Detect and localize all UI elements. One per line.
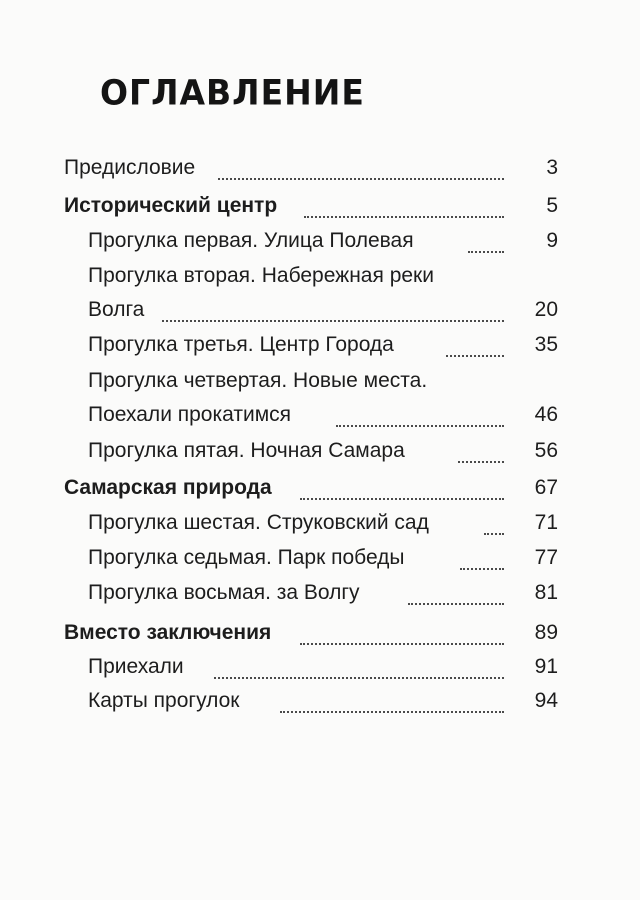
toc-dot-leader: [300, 643, 504, 645]
toc-entry-walk-5: Прогулка пятая. Ночная Самара: [88, 439, 405, 462]
toc-page-number: 20: [534, 298, 558, 321]
toc-page-number: 89: [534, 621, 558, 644]
toc-dot-leader: [280, 711, 504, 713]
toc-dot-leader: [446, 355, 504, 357]
toc-entry-walk-7: Прогулка седьмая. Парк победы: [88, 546, 405, 569]
toc-page-number: 3: [546, 156, 558, 179]
toc-page-number: 94: [534, 689, 558, 712]
toc-section-samara-nature: Самарская природа: [64, 476, 272, 499]
toc-dot-leader: [214, 677, 504, 679]
toc-page-number: 67: [534, 476, 558, 499]
toc-entry-walk-2-line2: Волга: [88, 298, 145, 321]
toc-page-number: 81: [534, 581, 558, 604]
toc-page-number: 77: [534, 546, 558, 569]
toc-entry-walk-1: Прогулка первая. Улица Полевая: [88, 229, 414, 252]
toc-page-number: 91: [534, 655, 558, 678]
toc-page-number: 71: [534, 511, 558, 534]
toc-dot-leader: [408, 603, 504, 605]
toc-section-instead-of-conclusion: Вместо заключения: [64, 621, 272, 644]
toc-entry-walk-3: Прогулка третья. Центр Города: [88, 333, 394, 356]
toc-entry-arrived: Приехали: [88, 655, 184, 678]
toc-dot-leader: [300, 498, 504, 500]
toc-dot-leader: [458, 461, 504, 463]
toc-dot-leader: [468, 251, 504, 253]
toc-dot-leader: [460, 568, 504, 570]
toc-entry-walk-8: Прогулка восьмая. за Волгу: [88, 581, 360, 604]
toc-page-number: 35: [534, 333, 558, 356]
toc-dot-leader: [304, 216, 504, 218]
toc-dot-leader: [336, 425, 504, 427]
page-title: ОГЛАВЛЕНИЕ: [100, 72, 365, 113]
toc-page-number: 9: [546, 229, 558, 252]
toc-entry-preface: Предисловие: [64, 156, 196, 179]
toc-page-number: 56: [534, 439, 558, 462]
toc-entry-walk-2-line1: Прогулка вторая. Набережная реки: [88, 264, 434, 287]
toc-entry-walk-4-line2: Поехали прокатимся: [88, 403, 292, 426]
toc-section-historical-center: Исторический центр: [64, 194, 278, 217]
toc-entry-walk-4-line1: Прогулка четвертая. Новые места.: [88, 369, 428, 392]
toc-dot-leader: [218, 178, 504, 180]
toc-dot-leader: [484, 533, 504, 535]
toc-page-number: 46: [534, 403, 558, 426]
toc-page-number: 5: [546, 194, 558, 217]
toc-dot-leader: [162, 320, 504, 322]
toc-entry-walk-maps: Карты прогулок: [88, 689, 240, 712]
toc-entry-walk-6: Прогулка шестая. Струковский сад: [88, 511, 429, 534]
